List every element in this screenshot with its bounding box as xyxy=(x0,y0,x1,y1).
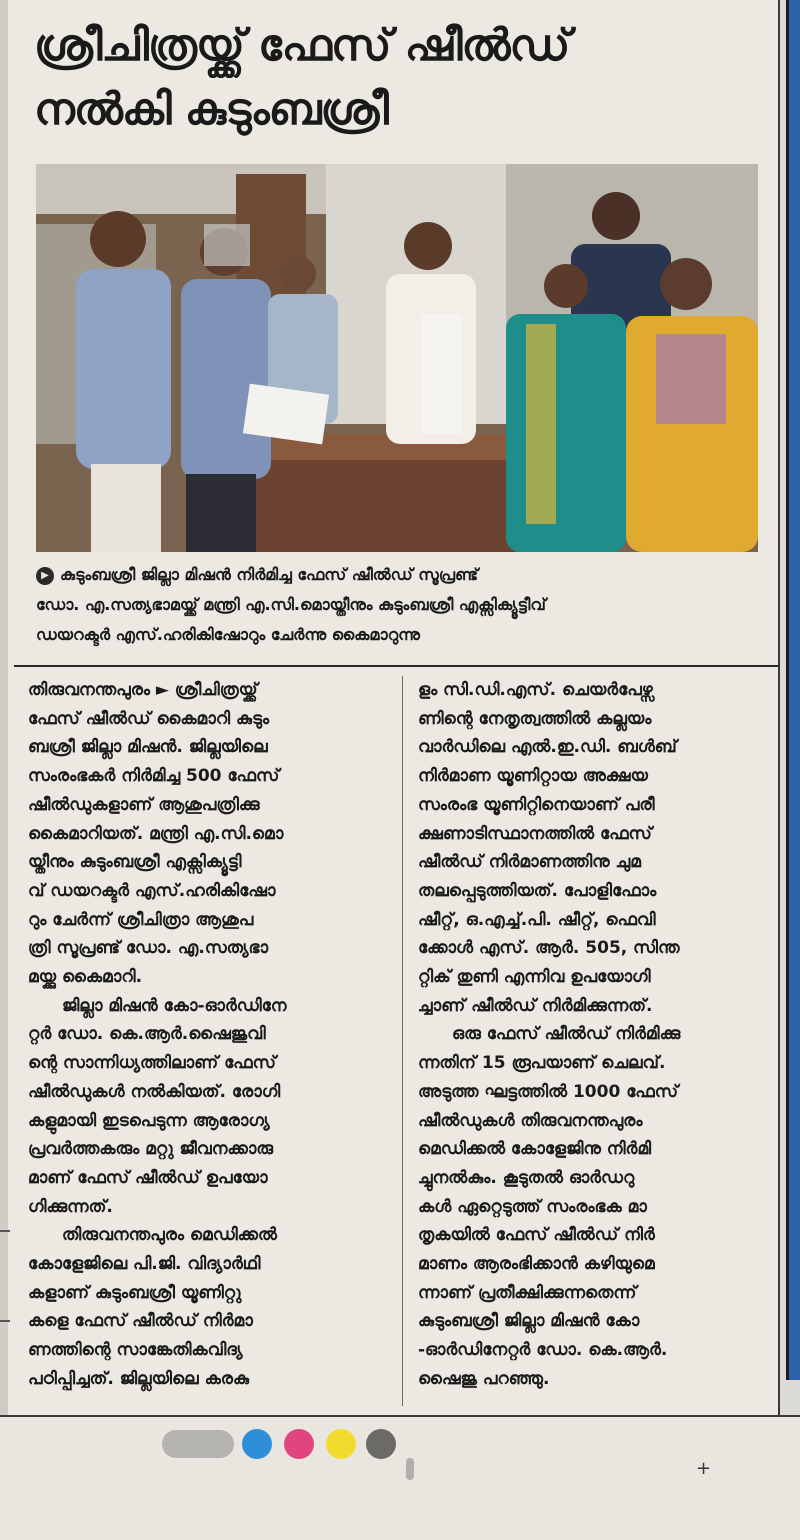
article-line: മെഡിക്കൽ കോളേജിനു നിർമി xyxy=(418,1139,652,1160)
news-photo xyxy=(36,164,758,552)
article-line: ണത്തിന്റെ സാങ്കേതികവിദ്യ xyxy=(28,1340,243,1361)
article-line: അടുത്ത ഘട്ടത്തിൽ 1000 ഫേസ് xyxy=(418,1081,679,1102)
article-line: കുടുംബശ്രീ ജില്ലാ മിഷൻ കോ xyxy=(418,1311,640,1332)
magenta-swatch xyxy=(284,1429,314,1459)
article-line: ഗിക്കുന്നത്. xyxy=(28,1196,113,1217)
article-line: -ഓർഡിനേറ്റർ ഡോ. കെ.ആർ. xyxy=(418,1340,668,1361)
article-line: ബശ്രീ ജില്ലാ മിഷൻ. ജില്ലയിലെ xyxy=(28,737,268,758)
print-smudge xyxy=(406,1458,414,1480)
article-line: വ് ഡയറക്ടർ എസ്.ഹരികിഷോ xyxy=(28,880,276,901)
photo-caption xyxy=(36,560,766,650)
article-line: തലപ്പെടുത്തിയത്. പോളിഫോം xyxy=(418,880,657,901)
margin-tick xyxy=(0,1230,10,1232)
article-line: നിർമാണ യൂണിറ്റായ അക്ഷയ xyxy=(418,766,648,787)
article-line: കോളേജിലെ പി.ജി. വിദ്യാർഥി xyxy=(28,1254,261,1275)
cyan-swatch xyxy=(242,1429,272,1459)
gray-swatch xyxy=(162,1430,234,1458)
article-line: ജില്ലാ മിഷൻ കോ-ഓർഡിനേ xyxy=(62,995,287,1016)
news-photo-illustration xyxy=(36,164,758,552)
article-line: ന്നാണ് പ്രതീക്ഷിക്കുന്നതെന്ന് xyxy=(418,1282,637,1303)
article-line: ഫേസ് ഷീൽഡ് കൈമാറി കുടും xyxy=(28,708,270,729)
color-registration-swatches xyxy=(162,1428,402,1458)
article-line: തിരുവനന്തപുരം മെഡിക്കൽ xyxy=(62,1225,277,1246)
article-line: ഷീൽഡുകളാണ് ആശുപത്രിക്കു xyxy=(28,794,260,815)
article-line: ഒരു ഫേസ് ഷീൽഡ് നിർമിക്കു xyxy=(452,1024,681,1045)
article-line: ത്രി സൂപ്രണ്ട് ഡോ. എ.സത്യഭാ xyxy=(28,938,269,959)
play-circle-icon: ▶ xyxy=(36,567,54,585)
article-line: ഷീറ്റ്, ഒ.എച്ച്.പി. ഷീറ്റ്, ഫെവി xyxy=(418,909,656,930)
article-line: തിരുവനന്തപുരം ► ശ്രീചിത്രയ്ക്ക് xyxy=(28,680,258,700)
black-swatch xyxy=(366,1429,396,1459)
article-line: ച്ചുനൽകും. കൂടുതൽ ഓർഡറു xyxy=(418,1167,635,1188)
article-line: യ്തീനും കുടുംബശ്രീ എക്സിക്യൂട്ടി xyxy=(28,852,242,873)
margin-tick xyxy=(0,1320,10,1322)
article-line: ഷൈജു പറഞ്ഞു. xyxy=(418,1368,550,1389)
adjacent-column-strip xyxy=(778,0,800,1415)
left-margin-rule xyxy=(0,0,8,1415)
article-line: ക്ഷണാടിസ്ഥാനത്തിൽ ഫേസ് xyxy=(418,823,652,844)
article-line: ന്റെ സാന്നിധ്യത്തിലാണ് ഫേസ് xyxy=(28,1053,276,1074)
caption-line-1: ▶ കുടുംബശ്രീ ജില്ലാ മിഷൻ നിർമിച്ച ഫേസ് ഷീൽഡ് സൂപ്രണ്ട് xyxy=(36,560,766,590)
article-line: സംരംഭകർ നിർമിച്ച 500 ഫേസ് xyxy=(28,766,280,787)
article-line: ഷീൽഡ് നിർമാണത്തിനു ചുമ xyxy=(418,852,641,873)
article-line: ച്ചാണ് ഷീൽഡ് നിർമിക്കുന്നത്. xyxy=(418,995,653,1016)
article-line: കളെ ഫേസ് ഷീൽഡ് നിർമാ xyxy=(28,1311,253,1332)
article-line: മയ്ക്കു കൈമാറി. xyxy=(28,967,143,988)
article-line: കൈമാറിയത്. മന്ത്രി എ.സി.മൊ xyxy=(28,823,284,844)
article-line: കൾ ഏറ്റെടുത്ത് സംരംഭക മാ xyxy=(418,1196,647,1217)
headline xyxy=(34,14,754,142)
article-line: റും ചേർന്ന് ശ്രീചിത്രാ ആശുപ xyxy=(28,909,254,930)
article-line: ളം സി.ഡി.എസ്. ചെയർപേഴ്സ xyxy=(418,680,653,700)
article-line: പഠിപ്പിച്ചത്. ജില്ലയിലെ കരകു xyxy=(28,1368,249,1389)
article-line: ഷീൽഡുകൾ നൽകിയത്. രോഗി xyxy=(28,1081,281,1102)
yellow-swatch xyxy=(326,1429,356,1459)
article-line: വാർഡിലെ എൽ.ഇ.ഡി. ബൾബ് xyxy=(418,737,677,758)
article-line: പ്രവർത്തകരും മറ്റു ജീവനക്കാരു xyxy=(28,1139,274,1160)
adjacent-blue-banner xyxy=(786,0,800,1380)
registration-mark: + xyxy=(696,1458,712,1479)
caption-line-3: ഡയറക്ടർ എസ്.ഹരികിഷോറും ചേർന്നു കൈമാറുന്നു xyxy=(36,625,420,644)
article-line: റ്റർ ഡോ. കെ.ആർ.ഷൈജുവി xyxy=(28,1024,266,1045)
article-line: തൃകയിൽ ഫേസ് ഷീൽഡ് നിർ xyxy=(418,1225,655,1246)
article-line: മാണം ആരംഭിക്കാൻ കഴിയുമെ xyxy=(418,1254,655,1275)
article-line: കളുമായി ഇടപെടുന്ന ആരോഗ്യ xyxy=(28,1110,270,1131)
article-line: കളാണ് കുടുംബശ്രീ യൂണിറ്റു xyxy=(28,1282,242,1303)
article-line: റ്റിക് തുണി എന്നിവ ഉപയോഗി xyxy=(418,967,651,988)
column-divider xyxy=(402,676,403,1406)
caption-line-2: ഡോ. എ.സത്യഭാമയ്ക്ക് മന്ത്രി എ.സി.മൊയ്തീനും കുടുംബശ്രീ എക്സിക്യൂട്ടീവ് xyxy=(36,595,546,614)
article-column-right xyxy=(418,676,764,1394)
article-column-left xyxy=(28,676,390,1394)
page-bottom-rule xyxy=(0,1415,800,1417)
article-line: ക്കോൾ എസ്. ആർ. 505, സിന്ത xyxy=(418,938,680,959)
caption-divider xyxy=(14,665,778,667)
article-line: ഷീൽഡുകൾ തിരുവനന്തപുരം xyxy=(418,1110,643,1131)
article-line: ന്നതിന് 15 രൂപയാണ് ചെലവ്. xyxy=(418,1053,666,1074)
headline-line-2: നൽകി കുടുംബശ്രീ xyxy=(34,84,388,135)
article-line: ണിന്റെ നേതൃത്വത്തിൽ കല്ലയം xyxy=(418,708,652,729)
headline-line-1: ശ്രീചിത്രയ്ക്ക് ഫേസ് ഷീൽഡ് xyxy=(34,20,570,71)
article-line: സംരംഭ യൂണിറ്റിനെയാണ് പരീ xyxy=(418,794,655,815)
article-line: മാണ് ഫേസ് ഷീൽഡ് ഉപയോ xyxy=(28,1167,268,1188)
